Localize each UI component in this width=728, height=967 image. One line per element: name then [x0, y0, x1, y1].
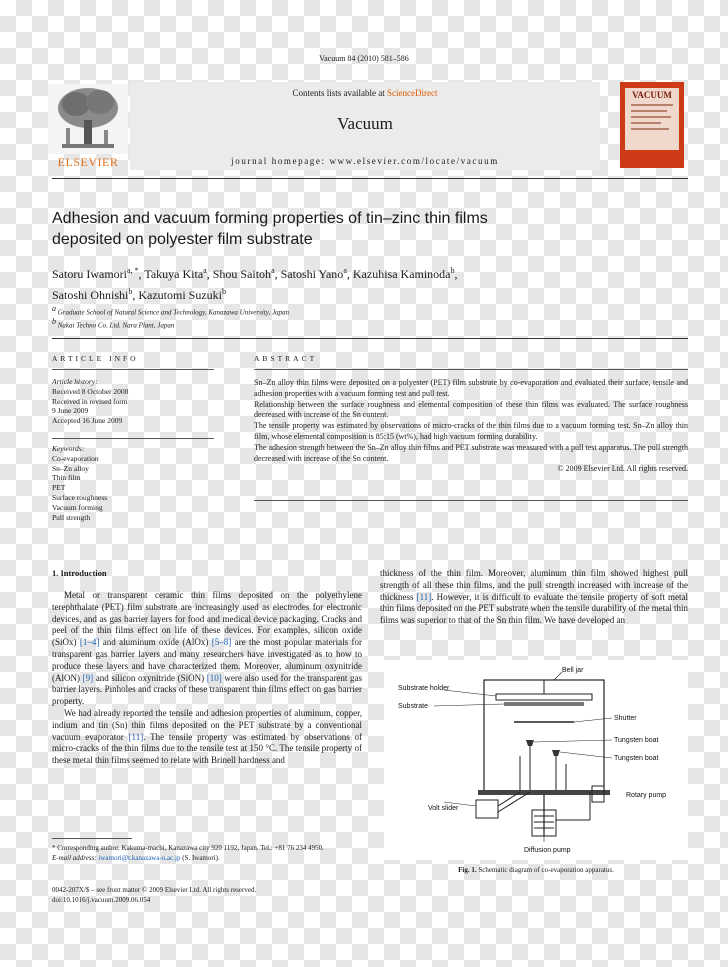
- journal-name: Vacuum: [337, 114, 393, 133]
- abstract-copyright: © 2009 Elsevier Ltd. All rights reserved.: [557, 464, 688, 474]
- keyword: Pull strength: [52, 512, 91, 522]
- elsevier-wordmark: ELSEVIER: [57, 155, 119, 169]
- substrate-shape: [504, 702, 584, 706]
- cover-title: VACUUM: [632, 90, 672, 100]
- title-line-1: Adhesion and vacuum forming properties of tin–zinc thin films: [52, 210, 488, 227]
- keywords: [52, 444, 214, 522]
- citation-link[interactable]: [5–8]: [211, 637, 232, 648]
- header-rule: [52, 178, 688, 179]
- label-shutter: Shutter: [614, 715, 637, 722]
- label-tungsten-boat-2: Tungsten boat: [614, 755, 659, 762]
- intro-paragraph-continued: thickness of the thin film. Moreover, aluminum thin film showed highest pull strength of all these thin films, and the pull strength increased with increase of the thickness [11]. However, it is difficult to evaluate the tensile property of soft metal thin films deposited on the PET substrate when the tensile durability of the metal thin films was superior to that of the Sn thin film. We have developed an: [380, 568, 689, 626]
- citation-link[interactable]: [9]: [82, 672, 94, 683]
- affiliation: $^b$ Nakai Techno Co. Ltd. Nara Plant, Japan: [52, 317, 175, 330]
- corresponding-author-note: * Corresponding author. Kakuma-machi, Kanazawa city 920 1192, Japan. Tel.: +81 76 234 4950.: [52, 844, 324, 852]
- intro-paragraph-2: We had already reported the tensile and adhesion properties of aluminum, copper, indium and tin (Sn) thin films deposited on the PET substrate by a conventional vacuum evaporator [11]. The tensile property was estimated by observations of micro-cracks of the thin films due to the tensile test at 150 °C. The tensile property of these metal thin films seemed to relate with Brinell hardness and: [52, 707, 362, 766]
- meta-rule: [52, 338, 688, 339]
- history-item: Received in revised form: [52, 396, 128, 406]
- affiliation: $^a$ Graduate School of Natural Science and Technology, Kanazawa University, Japan: [52, 304, 290, 317]
- sciencedirect-link[interactable]: ScienceDirect: [387, 88, 438, 98]
- label-substrate: Substrate: [398, 703, 428, 710]
- author-sup: b: [128, 287, 133, 296]
- citation-link[interactable]: [11]: [128, 731, 144, 742]
- keyword: PET: [52, 483, 66, 493]
- keywords-label: Keywords:: [52, 444, 85, 453]
- abstract-bottom-rule: [254, 500, 688, 501]
- intro-right-column: [380, 568, 688, 627]
- label-substrate-holder: Substrate holder: [398, 685, 450, 692]
- figure-1-caption: [384, 866, 688, 874]
- abstract-paragraph: The tensile property was estimated by observations of micro-cracks of the thin films due to a vacuum forming test. Sn–Zn alloy thin film, whose elemental composition is 85:15 (wt%), had high vacuum forming durability.: [254, 421, 688, 441]
- label-rotary-pump: Rotary pump: [626, 792, 667, 799]
- email-note: E-mail address: iwamori@t.kanazawa-u.ac.jp (S. Iwamori).: [52, 853, 220, 862]
- author-name[interactable]: Satoshi Yano: [280, 267, 344, 281]
- label-bell-jar: Bell jar: [562, 667, 584, 674]
- author-sup: b: [450, 266, 455, 275]
- author-sup: a: [203, 266, 207, 275]
- citation-link[interactable]: [1–4]: [79, 637, 100, 648]
- history-label: Article history:: [52, 377, 98, 386]
- footnote-rule: [52, 838, 132, 839]
- contents-prefix: Contents lists available at: [292, 88, 387, 98]
- abstract-rule: [254, 369, 688, 370]
- issn-line: 0042-207X/$ – see front matter © 2009 Elsevier Ltd. All rights reserved.: [52, 886, 257, 894]
- keyword: Co-evaporation: [52, 453, 99, 463]
- label-diffusion-pump: Diffusion pump: [524, 847, 571, 854]
- author-name[interactable]: Kazutomi Suzuki: [138, 288, 222, 302]
- abstract-body: [254, 378, 688, 475]
- abstract-paragraph: Sn–Zn alloy thin films were deposited on a polyester (PET) film substrate by co-evaporation and evaluated their surface, tensile and adhesion properties with a vacuum forming test and pull test.: [254, 378, 688, 398]
- abstract-paragraph: Relationship between the surface roughness and elemental composition of these thin films was evaluated. The surface roughness decreased with increase of the Sn content.: [254, 399, 688, 420]
- journal-homepage: journal homepage: www.elsevier.com/locate/vacuum: [231, 156, 499, 166]
- intro-heading: 1. Introduction: [52, 568, 107, 578]
- history-item: Accepted 16 June 2009: [52, 416, 123, 426]
- footnotes: [52, 844, 362, 863]
- author-name[interactable]: Satoru Iwamori: [52, 267, 127, 281]
- title-line-2: deposited on polyester film substrate: [52, 231, 313, 248]
- author-name[interactable]: Takuya Kita: [144, 267, 204, 281]
- figure-caption-text: Schematic diagram of co-evaporation apparatus.: [478, 866, 614, 874]
- contents-line: [130, 88, 600, 98]
- figure-1-diagram: [384, 660, 688, 860]
- article-info-heading: ARTICLE INFO: [52, 354, 139, 363]
- author-sup: a: [343, 266, 347, 275]
- author-sup: a, *: [126, 266, 139, 275]
- author-sup: a: [271, 266, 275, 275]
- citation-link[interactable]: [11]: [416, 591, 432, 602]
- author-name[interactable]: Shou Saitoh: [212, 267, 272, 281]
- citation-link[interactable]: [10]: [206, 672, 222, 683]
- history-item: Received 8 October 2008: [52, 386, 129, 396]
- abstract-heading: ABSTRACT: [254, 354, 318, 363]
- author-name[interactable]: Satoshi Ohnishi: [52, 288, 129, 302]
- author-name[interactable]: Kazuhisa Kaminoda: [352, 267, 451, 281]
- email-link[interactable]: iwamori@t.kanazawa-u.ac.jp: [98, 853, 181, 862]
- figure-caption-label: Fig. 1.: [458, 866, 477, 874]
- journal-reference: Vacuum 84 (2010) 581–586: [319, 54, 409, 63]
- article-info-rule: [52, 369, 214, 370]
- article-history: [52, 377, 214, 426]
- abstract-paragraph: The adhesion strength between the Sn–Zn alloy thin films and PET substrate was measured with a pull test apparatus. The pull strength decreased with increase of the Sn content.: [254, 442, 688, 463]
- author-list: [52, 262, 682, 304]
- doi-line[interactable]: doi:10.1016/j.vacuum.2009.06.054: [52, 895, 151, 904]
- elsevier-tree-logo: [48, 84, 128, 154]
- keyword: Surface roughness: [52, 492, 108, 502]
- article-title: [52, 208, 672, 250]
- journal-cover: [620, 82, 684, 168]
- label-volt-slider: Volt slider: [428, 805, 459, 812]
- label-tungsten-boat-1: Tungsten boat: [614, 737, 659, 744]
- affiliations: [52, 304, 672, 331]
- intro-left-column: [52, 590, 362, 767]
- publication-info: [52, 886, 452, 905]
- author-sup: b: [222, 287, 226, 296]
- keywords-rule: [52, 438, 214, 439]
- authors-line-2: Satoshi Ohnishi$^b$, Kazutomi Suzuki$^b$: [52, 287, 226, 302]
- intro-paragraph-1: Metal or transparent ceramic thin films deposited on the polyethylene terephthalate (PET) film substrate are increasingly used as electrodes for electronic devices, and as gas barrier layers for food and medical device packaging. Cracks and peel of the thin films effect on life of these devices. For examples, silicon oxide (SiOx) [1–4] and aluminum oxide (AlOx) [5–8] are the most popular materials for transparent gas barrier layers and many researchers have investigated as to how to produce these layers and have characterized them. Moreover, aluminum oxynitride (AlON) [9] and silicon oxynitride (SiON) [10] were also used for the transparent gas barrier layers. Pinholes and cracks of these transparent thin films effect on gas barrier property.: [52, 590, 362, 707]
- authors-line-1: Satoru Iwamori$^{a, *}$, Takuya Kita$^a$, Shou Saitoh$^a$, Satoshi Yano$^a$, Kazuhisa Kaminoda$^b$,: [52, 266, 458, 281]
- keyword: Vacuum forming: [52, 502, 103, 512]
- keyword: Thin film: [52, 473, 81, 483]
- keyword: Sn–Zn alloy: [52, 463, 89, 473]
- history-item: 9 June 2009: [52, 406, 89, 416]
